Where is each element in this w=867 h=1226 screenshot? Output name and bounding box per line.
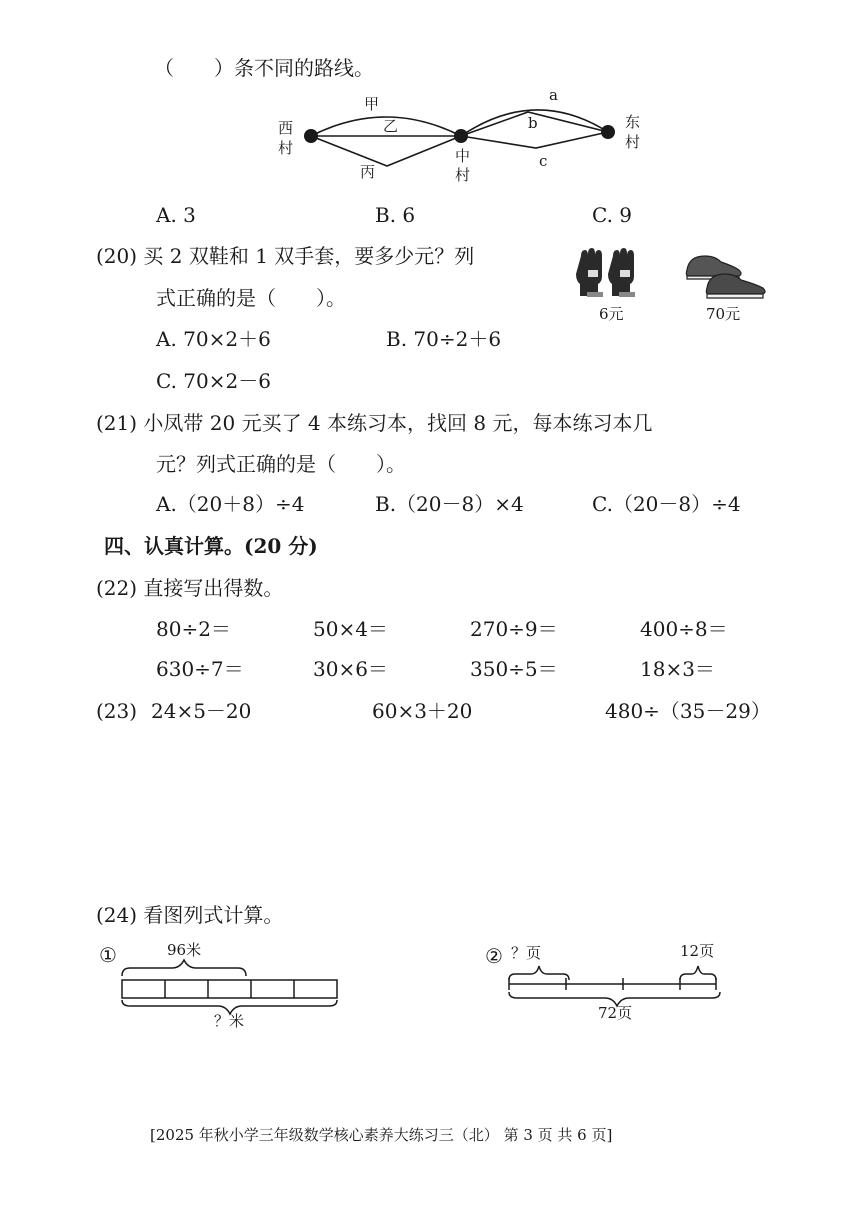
q22-row2-item4: 18×3＝ [640,657,715,681]
q23-item1: 24×5－20 [151,699,252,723]
gloves-price: 6元 [599,305,624,323]
q21-line2: 元？列式正确的是（ ）。 [156,452,406,476]
q23-label: (23) [96,699,138,723]
q22-row2-item3: 350÷5＝ [470,657,558,681]
q22-row2-item2: 30×6＝ [313,657,388,681]
q19-option-a: A. 3 [156,203,196,227]
q20-option-a: A. 70×2＋6 [156,327,271,351]
q21-option-c: C.（20－8）÷4 [592,492,741,516]
route-label-a: a [549,86,558,104]
q21-option-a: A.（20＋8）÷4 [156,492,305,516]
east-village-label: 东村 [625,113,641,151]
diagram2-number: ② [485,944,503,968]
q20-line1: (20) 买 2 双鞋和 1 双手套，要多少元？列 [96,244,475,268]
q21-line1: (21) 小凤带 20 元买了 4 本练习本，找回 8 元，每本练习本几 [96,411,653,435]
diagram1-top-label: 96米 [167,941,202,959]
q22-row1-item4: 400÷8＝ [640,617,728,641]
shoes-price: 70元 [706,305,741,323]
route-label-c: c [539,152,548,170]
q19-option-b: B. 6 [375,203,416,227]
diagram2-total-label: 72页 [598,1004,633,1022]
q23-item3: 480÷（35－29） [605,699,771,723]
q21-option-b: B.（20－8）×4 [375,492,524,516]
q23-item2: 60×3＋20 [372,699,473,723]
q20-option-b: B. 70÷2＋6 [386,327,502,351]
diagram2-left-label: ？页 [511,944,542,962]
q22-row2-item1: 630÷7＝ [156,657,244,681]
q19-stem: （ ）条不同的路线。 [154,56,374,80]
diagram1-bottom-label: ？米 [214,1012,245,1030]
q19-option-c: C. 9 [592,203,633,227]
route-label-bing: 丙 [360,163,376,181]
west-village-label: 西村 [278,119,294,157]
diagram2-right-label: 12页 [680,942,715,960]
page-footer: [2025 年秋小学三年级数学核心素养大练习三（北） 第 3 页 共 6 页] [150,1126,613,1144]
diagram1-number: ① [99,943,117,967]
q22-row1-item2: 50×4＝ [313,617,388,641]
route-label-yi: 乙 [383,117,399,135]
q24-stem: (24) 看图列式计算。 [96,903,284,927]
q22-row1-item3: 270÷9＝ [470,617,558,641]
q20-option-c: C. 70×2－6 [156,369,271,393]
route-label-jia: 甲 [364,95,380,113]
section-4-title: 四、认真计算。(20 分) [104,534,318,558]
q22-row1-item1: 80÷2＝ [156,617,231,641]
middle-village-label: 中村 [455,147,471,184]
q20-line2: 式正确的是（ ）。 [156,286,346,310]
q22-stem: (22) 直接写出得数。 [96,576,284,600]
route-label-b: b [528,114,538,132]
